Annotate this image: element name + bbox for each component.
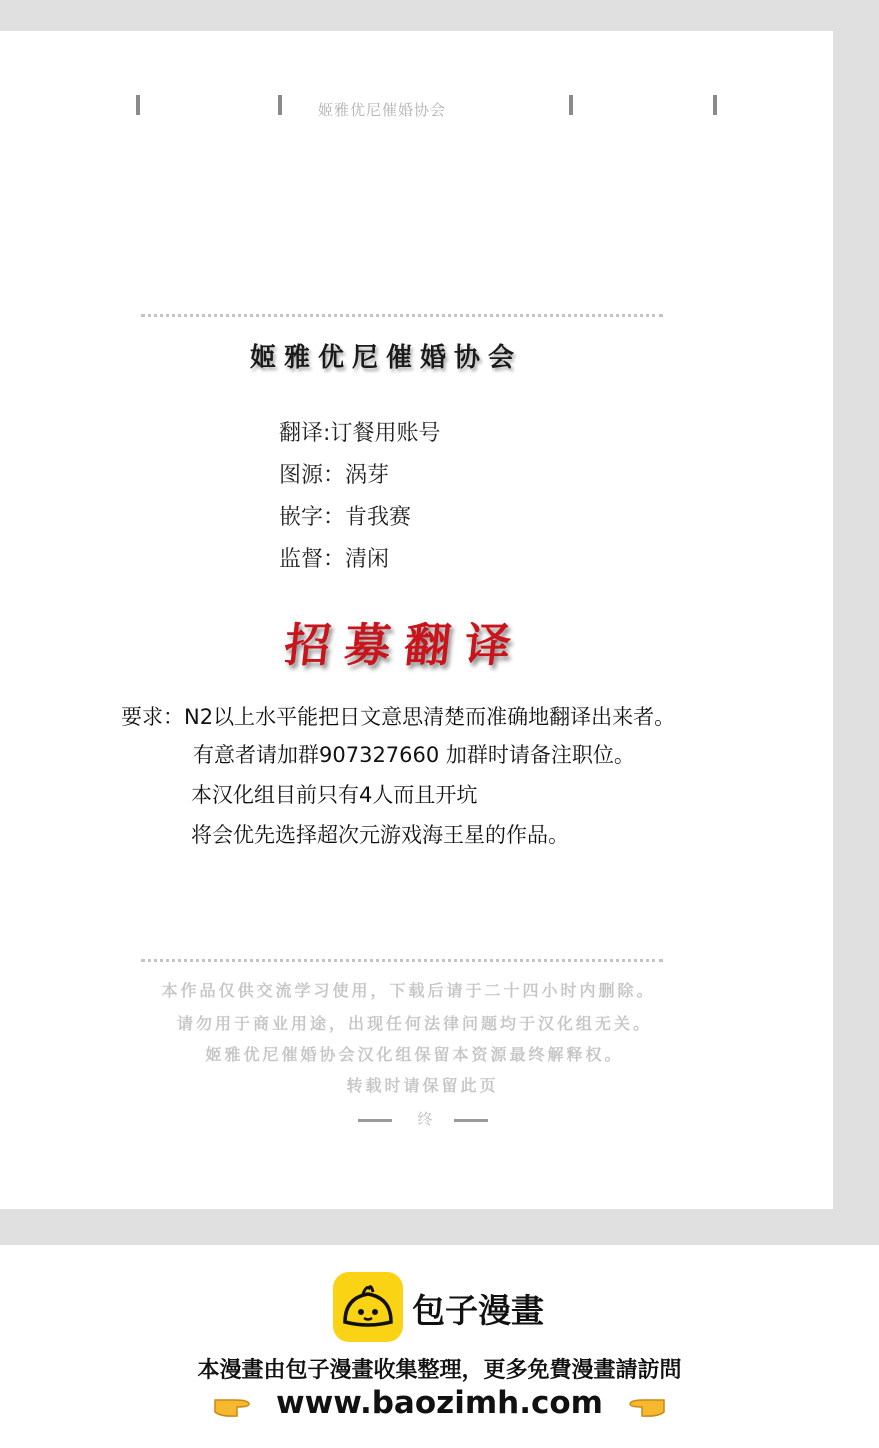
url-row [0,1385,879,1421]
site-tagline: 本漫畫由包子漫畫收集整理，更多免費漫畫請訪問 [197,1358,682,1383]
recruit-priority: 将会优先选择超次元游戏海王星的作品。 [191,823,569,847]
credit-source: 图源：涡芽 [279,463,390,488]
end-dash [454,1119,488,1122]
credit-translator: 翻译:订餐用账号 [279,421,441,446]
divider-bottom [141,959,663,962]
credit-supervisor: 监督：清闲 [279,547,390,572]
page-gutter [833,0,879,1245]
end-label: 终 [417,1110,433,1128]
header-title: 姬雅优尼催婚协会 [318,101,447,119]
site-footer [0,1245,879,1448]
header-bar [278,95,282,115]
divider-top [141,314,663,317]
site-url[interactable]: www.baozimh.com [276,1385,603,1421]
disclaimer-line: 转载时请保留此页 [346,1076,499,1095]
disclaimer-line: 请勿用于商业用途，出现任何法律问题均于汉化组无关。 [176,1014,652,1033]
credit-typesetter: 嵌字：肯我赛 [279,505,412,530]
brand-name: 包子漫畫 [412,1291,544,1330]
recruit-requirement: 要求：N2以上水平能把日文意思清楚而准确地翻译出来者。 [121,705,676,729]
credits-list [279,419,579,587]
recruit-contact: 有意者请加群907327660 加群时请备注职位。 [193,743,635,767]
pointing-hand-icon [626,1390,668,1420]
end-mark [358,1108,490,1132]
header-bar [713,95,717,115]
recruit-heading: 招募翻译 [281,618,528,672]
pointing-hand-icon [211,1390,253,1420]
bun-logo-icon [333,1272,403,1342]
group-title: 姬雅优尼催婚协会 [250,343,523,373]
header-bar [136,95,140,115]
end-dash [358,1119,392,1122]
credits-page [0,31,833,1209]
recruit-team-note: 本汉化组目前只有4人而且开坑 [191,783,478,807]
disclaimer-line: 本作品仅供交流学习使用，下载后请于二十四小时内删除。 [161,981,656,1000]
header-bar [569,95,573,115]
disclaimer-line: 姬雅优尼催婚协会汉化组保留本资源最终解释权。 [205,1045,624,1064]
